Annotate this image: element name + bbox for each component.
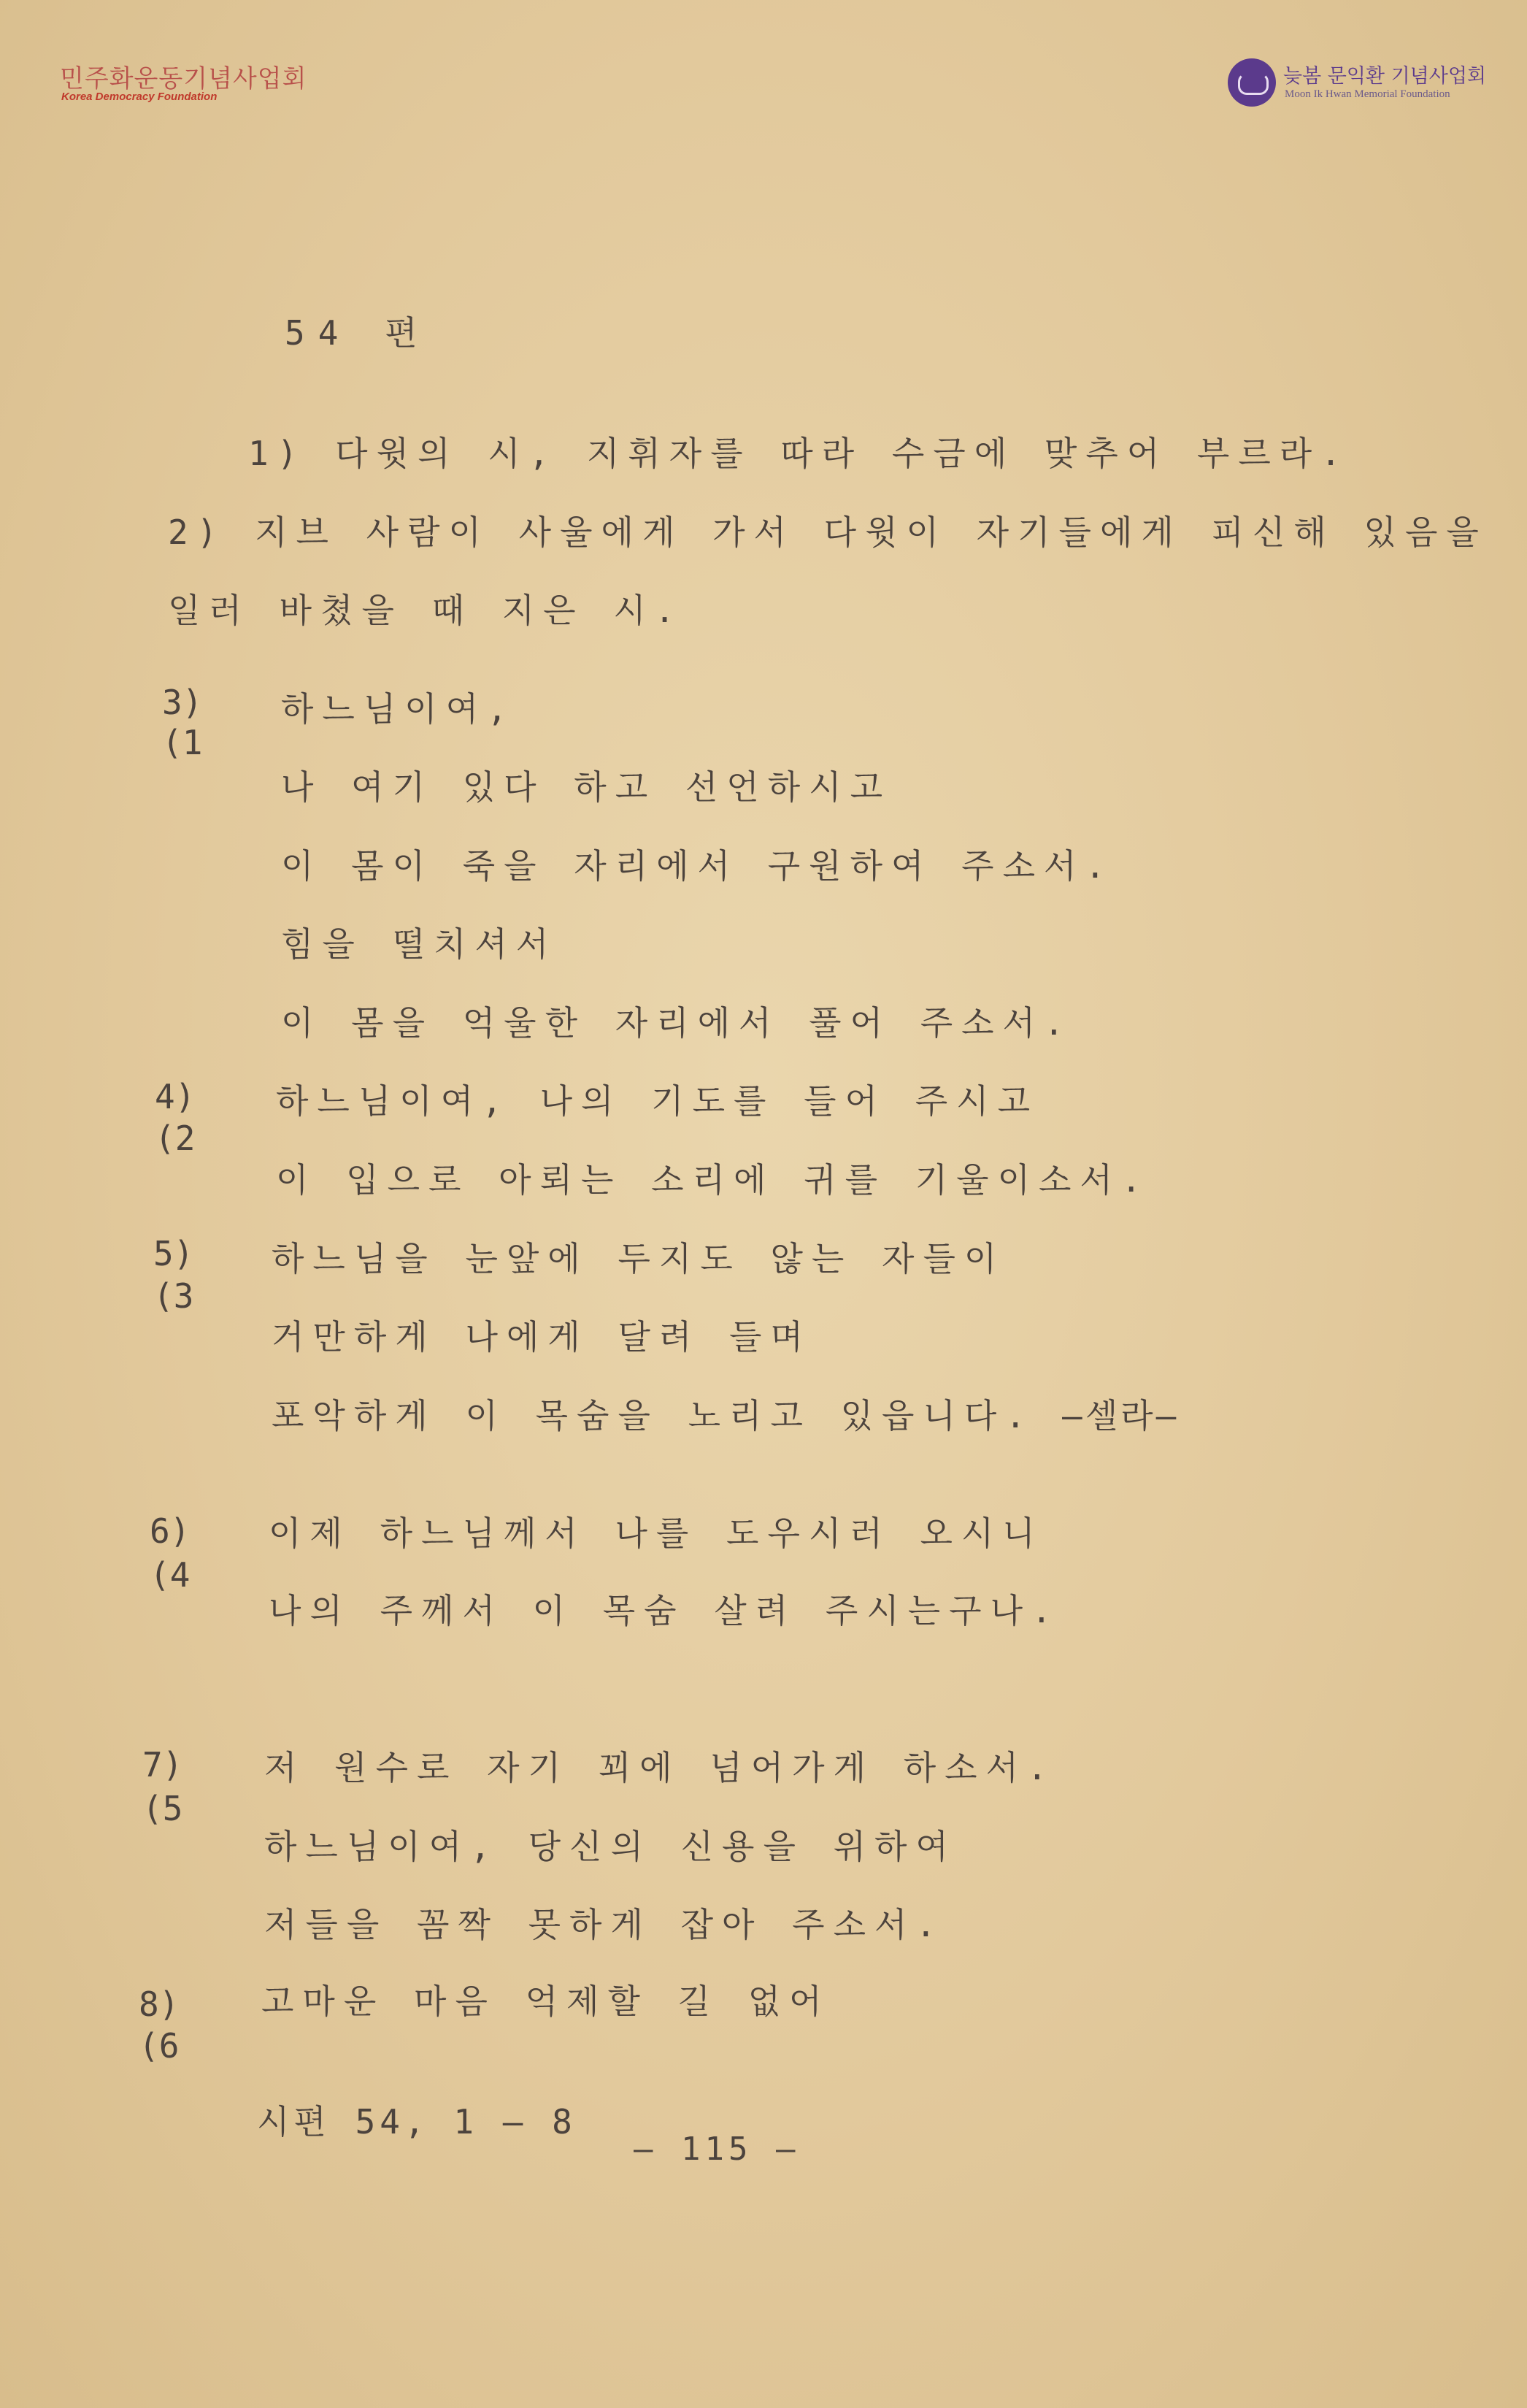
verse-line: 고마운 마음 억제할 길 없어 (261, 1982, 831, 2021)
verse-alt-number: (3 (153, 1276, 194, 1316)
verse-line: 힘을 떨치셔서 (281, 924, 558, 964)
verse-line: 나 여기 있다 하고 선언하시고 (281, 767, 892, 807)
korea-democracy-foundation-logo-en: Korea Democracy Foundation (61, 91, 218, 103)
page-number: — 115 — (634, 2131, 800, 2168)
verse-line: 저들을 꼼짝 못하게 잡아 주소서. (264, 1905, 945, 1944)
verse-line: 하느님이여, (281, 689, 516, 729)
korea-democracy-foundation-logo-kr: 민주화운동기념사업회 (60, 64, 307, 93)
moon-ik-hwan-foundation-logo-kr: 늦봄 문익환 기념사업회 (1283, 65, 1486, 88)
verse-alt-number: (1 (162, 723, 203, 762)
verse-line: 포악하게 이 목숨을 노리고 있읍니다. (272, 1396, 1035, 1435)
verse-number: 3) (162, 683, 203, 722)
intro-line-1: 1) 다윗의 시, 지휘자를 따라 수금에 맞추어 부르라. (248, 434, 1350, 473)
verse-line: 하느님이여, 당신의 신용을 위하여 (264, 1827, 957, 1866)
verse-alt-number: (2 (155, 1119, 196, 1158)
intro-line-2: 2) 지브 사람이 사울에게 가서 다윗이 자기들에게 피신해 있음을 (168, 513, 1488, 552)
chapter-heading: 54 편 (285, 313, 431, 353)
scripture-reference: 시편 54, 1 — 8 (257, 2102, 577, 2141)
selah-marker: —셀라— (1062, 1396, 1180, 1435)
moon-ik-hwan-foundation-logo-en: Moon Ik Hwan Memorial Foundation (1285, 88, 1450, 100)
verse-number: 7) (142, 1745, 183, 1784)
verse-number: 4) (155, 1077, 196, 1116)
verse-alt-number: (5 (142, 1789, 183, 1828)
verse-line: 이 입으로 아뢰는 소리에 귀를 기울이소서. (276, 1160, 1150, 1200)
verse-line: 거만하게 나에게 달려 들며 (272, 1317, 812, 1357)
verse-line: 하느님을 눈앞에 두지도 않는 자들이 (272, 1239, 1006, 1278)
verse-alt-number: (4 (150, 1555, 191, 1595)
verse-line: 이 몸을 억울한 자리에서 풀어 주소서. (281, 1003, 1073, 1043)
verse-line: 이 몸이 죽을 자리에서 구원하여 주소서. (281, 846, 1115, 886)
verse-line: 나의 주께서 이 목숨 살려 주시는구나. (269, 1591, 1061, 1630)
verse-alt-number: (6 (139, 2026, 180, 2066)
verse-number: 8) (139, 1985, 180, 2024)
verse-number: 5) (153, 1234, 194, 1273)
verse-line: 이제 하느님께서 나를 도우시러 오시니 (269, 1514, 1044, 1553)
verse-line: 저 원수로 자기 꾀에 넘어가게 하소서. (264, 1748, 1056, 1787)
verse-line: 하느님이여, 나의 기도를 들어 주시고 (276, 1081, 1039, 1121)
moon-ik-hwan-emblem-icon (1228, 58, 1276, 107)
intro-line-3: 일러 바쳤을 때 지은 시. (168, 591, 684, 630)
verse-number: 6) (150, 1511, 191, 1551)
